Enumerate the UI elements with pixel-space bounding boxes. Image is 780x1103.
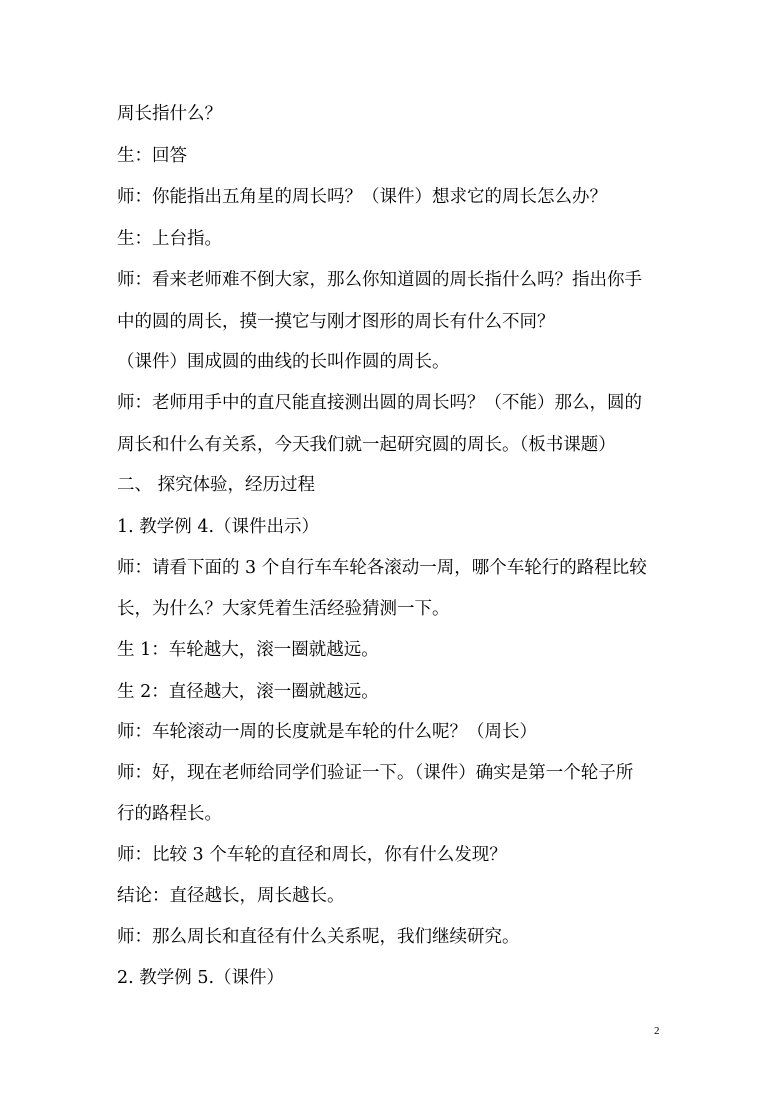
text-line: 师：比较 3 个车轮的直径和周长，你有什么发现？ [117, 845, 507, 865]
text-line: 长，为什么？大家凭着生活经验猜测一下。 [117, 599, 450, 619]
text-line: 师：那么周长和直径有什么关系呢，我们继续研究。 [117, 927, 520, 947]
text-line: 师：请看下面的 3 个自行车车轮各滚动一周，哪个车轮行的路程比较 [117, 558, 647, 578]
text-line: 师：好，现在老师给同学们验证一下。（课件）确实是第一个轮子所 [117, 763, 634, 783]
text-line: 中的圆的周长，摸一摸它与刚才图形的周长有什么不同？ [117, 312, 555, 332]
text-line: 师：你能指出五角星的周长吗？（课件）想求它的周长怎么办？ [117, 187, 607, 207]
conclusion-line: 结论：直径越长，周长越长。 [117, 886, 345, 906]
text-line: 生：回答 [117, 146, 187, 166]
example-heading: 2. 教学例 5.（课件） [117, 968, 285, 988]
example-heading: 1. 教学例 4.（课件出示） [117, 517, 320, 537]
text-line: 周长和什么有关系，今天我们就一起研究圆的周长。（板书课题） [117, 435, 616, 455]
text-line: 师：车轮滚动一周的长度就是车轮的什么呢？（周长） [117, 722, 537, 742]
text-line: （课件）围成圆的曲线的长叫作圆的周长。 [117, 352, 450, 372]
text-line: 生 1：车轮越大，滚一圈就越远。 [117, 640, 379, 660]
text-line: 师：看来老师难不倒大家，那么你知道圆的周长指什么吗？指出你手 [117, 270, 642, 290]
text-line: 生：上台指。 [117, 229, 222, 249]
page-number: 2 [654, 1025, 660, 1037]
text-line: 周长指什么？ [117, 104, 222, 124]
section-heading: 二、 探究体验，经历过程 [117, 475, 316, 495]
text-line: 行的路程长。 [117, 804, 222, 824]
text-line: 师：老师用手中的直尺能直接测出圆的周长吗？（不能）那么，圆的 [117, 393, 642, 413]
text-line: 生 2：直径越大，滚一圈就越远。 [117, 682, 379, 702]
